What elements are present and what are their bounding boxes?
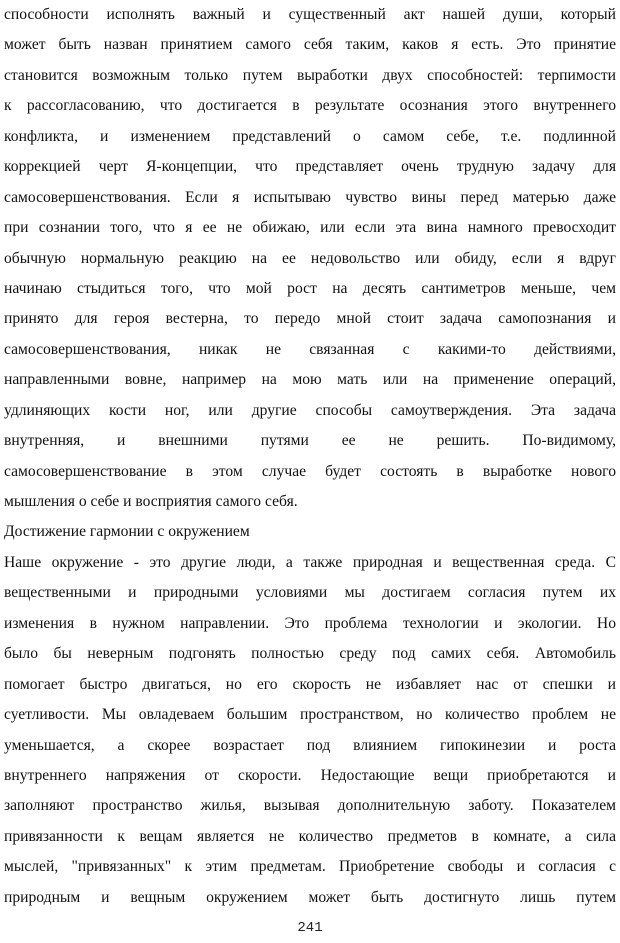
text-line: направленными вовне, например на мою мать или на применение операций,	[4, 371, 616, 389]
page-number: 241	[297, 920, 323, 936]
text-line: коррекцией черт Я-концепции, что представляет очень трудную задачу для	[4, 158, 616, 176]
text-line: заполняют пространство жилья, вызывая дополнительную заботу. Показателем	[4, 797, 616, 815]
text-line: мышления о себе и восприятия самого себя.	[4, 493, 298, 510]
text-line: самосовершенствования, никак не связанная с какими-то действиями,	[4, 340, 616, 358]
text-line: Наше окружение - это другие люди, а также природная и вещественная среда. С	[4, 553, 616, 571]
text-line: самосовершенствование в этом случае будет состоять в выработке нового	[4, 462, 616, 480]
body-text	[4, 0, 616, 913]
text-line: уменьшается, а скорее возрастает под влиянием гипокинезии и роста	[4, 736, 616, 754]
text-line: суетливости. Мы овладеваем большим пространством, но количество проблем не	[4, 706, 616, 724]
text-line: вещественными и природными условиями мы достигаем согласия путем их	[4, 584, 616, 602]
section-heading: Достижение гармонии с окружением	[4, 523, 250, 541]
text-line: может быть назван принятием самого себя таким, каков я есть. Это принятие	[4, 36, 616, 54]
text-line: помогает быстро двигаться, но его скорость не избавляет нас от спешки и	[4, 675, 616, 693]
text-line: удлиняющих кости ног, или другие способы самоутверждения. Эта задача	[4, 401, 616, 419]
text-line: конфликта, и изменением представлений о самом себе, т.е. подлинной	[4, 127, 616, 145]
text-line: при сознании того, что я ее не обижаю, или если эта вина намного превосходит	[4, 219, 616, 237]
text-line: становится возможным только путем выработки двух способностей: терпимости	[4, 66, 616, 84]
text-line: к рассогласованию, что достигается в результате осознания этого внутреннего	[4, 97, 616, 115]
text-line: мыслей, "привязанных" к этим предметам. Приобретение свободы и согласия с	[4, 858, 616, 876]
text-line: было бы неверным подгонять полностью среду под самих себя. Автомобиль	[4, 645, 616, 663]
text-line: природным и вещным окружением может быть достигнуто лишь путем	[4, 888, 616, 906]
text-line: самосовершенствования. Если я испытываю чувство вины перед матерью даже	[4, 188, 616, 206]
text-line: способности исполнять важный и существенный акт нашей души, который	[4, 6, 616, 23]
text-line: привязанности к вещам является не количество предметов в комнате, а сила	[4, 827, 616, 845]
text-line: обычную нормальную реакцию на ее недовольство или обиду, если я вдруг	[4, 249, 616, 267]
text-line: принято для героя вестерна, то передо мной стоит задача самопознания и	[4, 310, 616, 328]
text-line: внутренняя, и внешними путями ее не решить. По-видимому,	[4, 432, 616, 450]
text-line: начинаю стыдиться того, что мой рост на десять сантиметров меньше, чем	[4, 279, 616, 297]
text-line: внутреннего напряжения от скорости. Недостающие вещи приобретаются и	[4, 766, 616, 784]
text-line: изменения в нужном направлении. Это проблема технологии и экологии. Но	[4, 614, 616, 632]
